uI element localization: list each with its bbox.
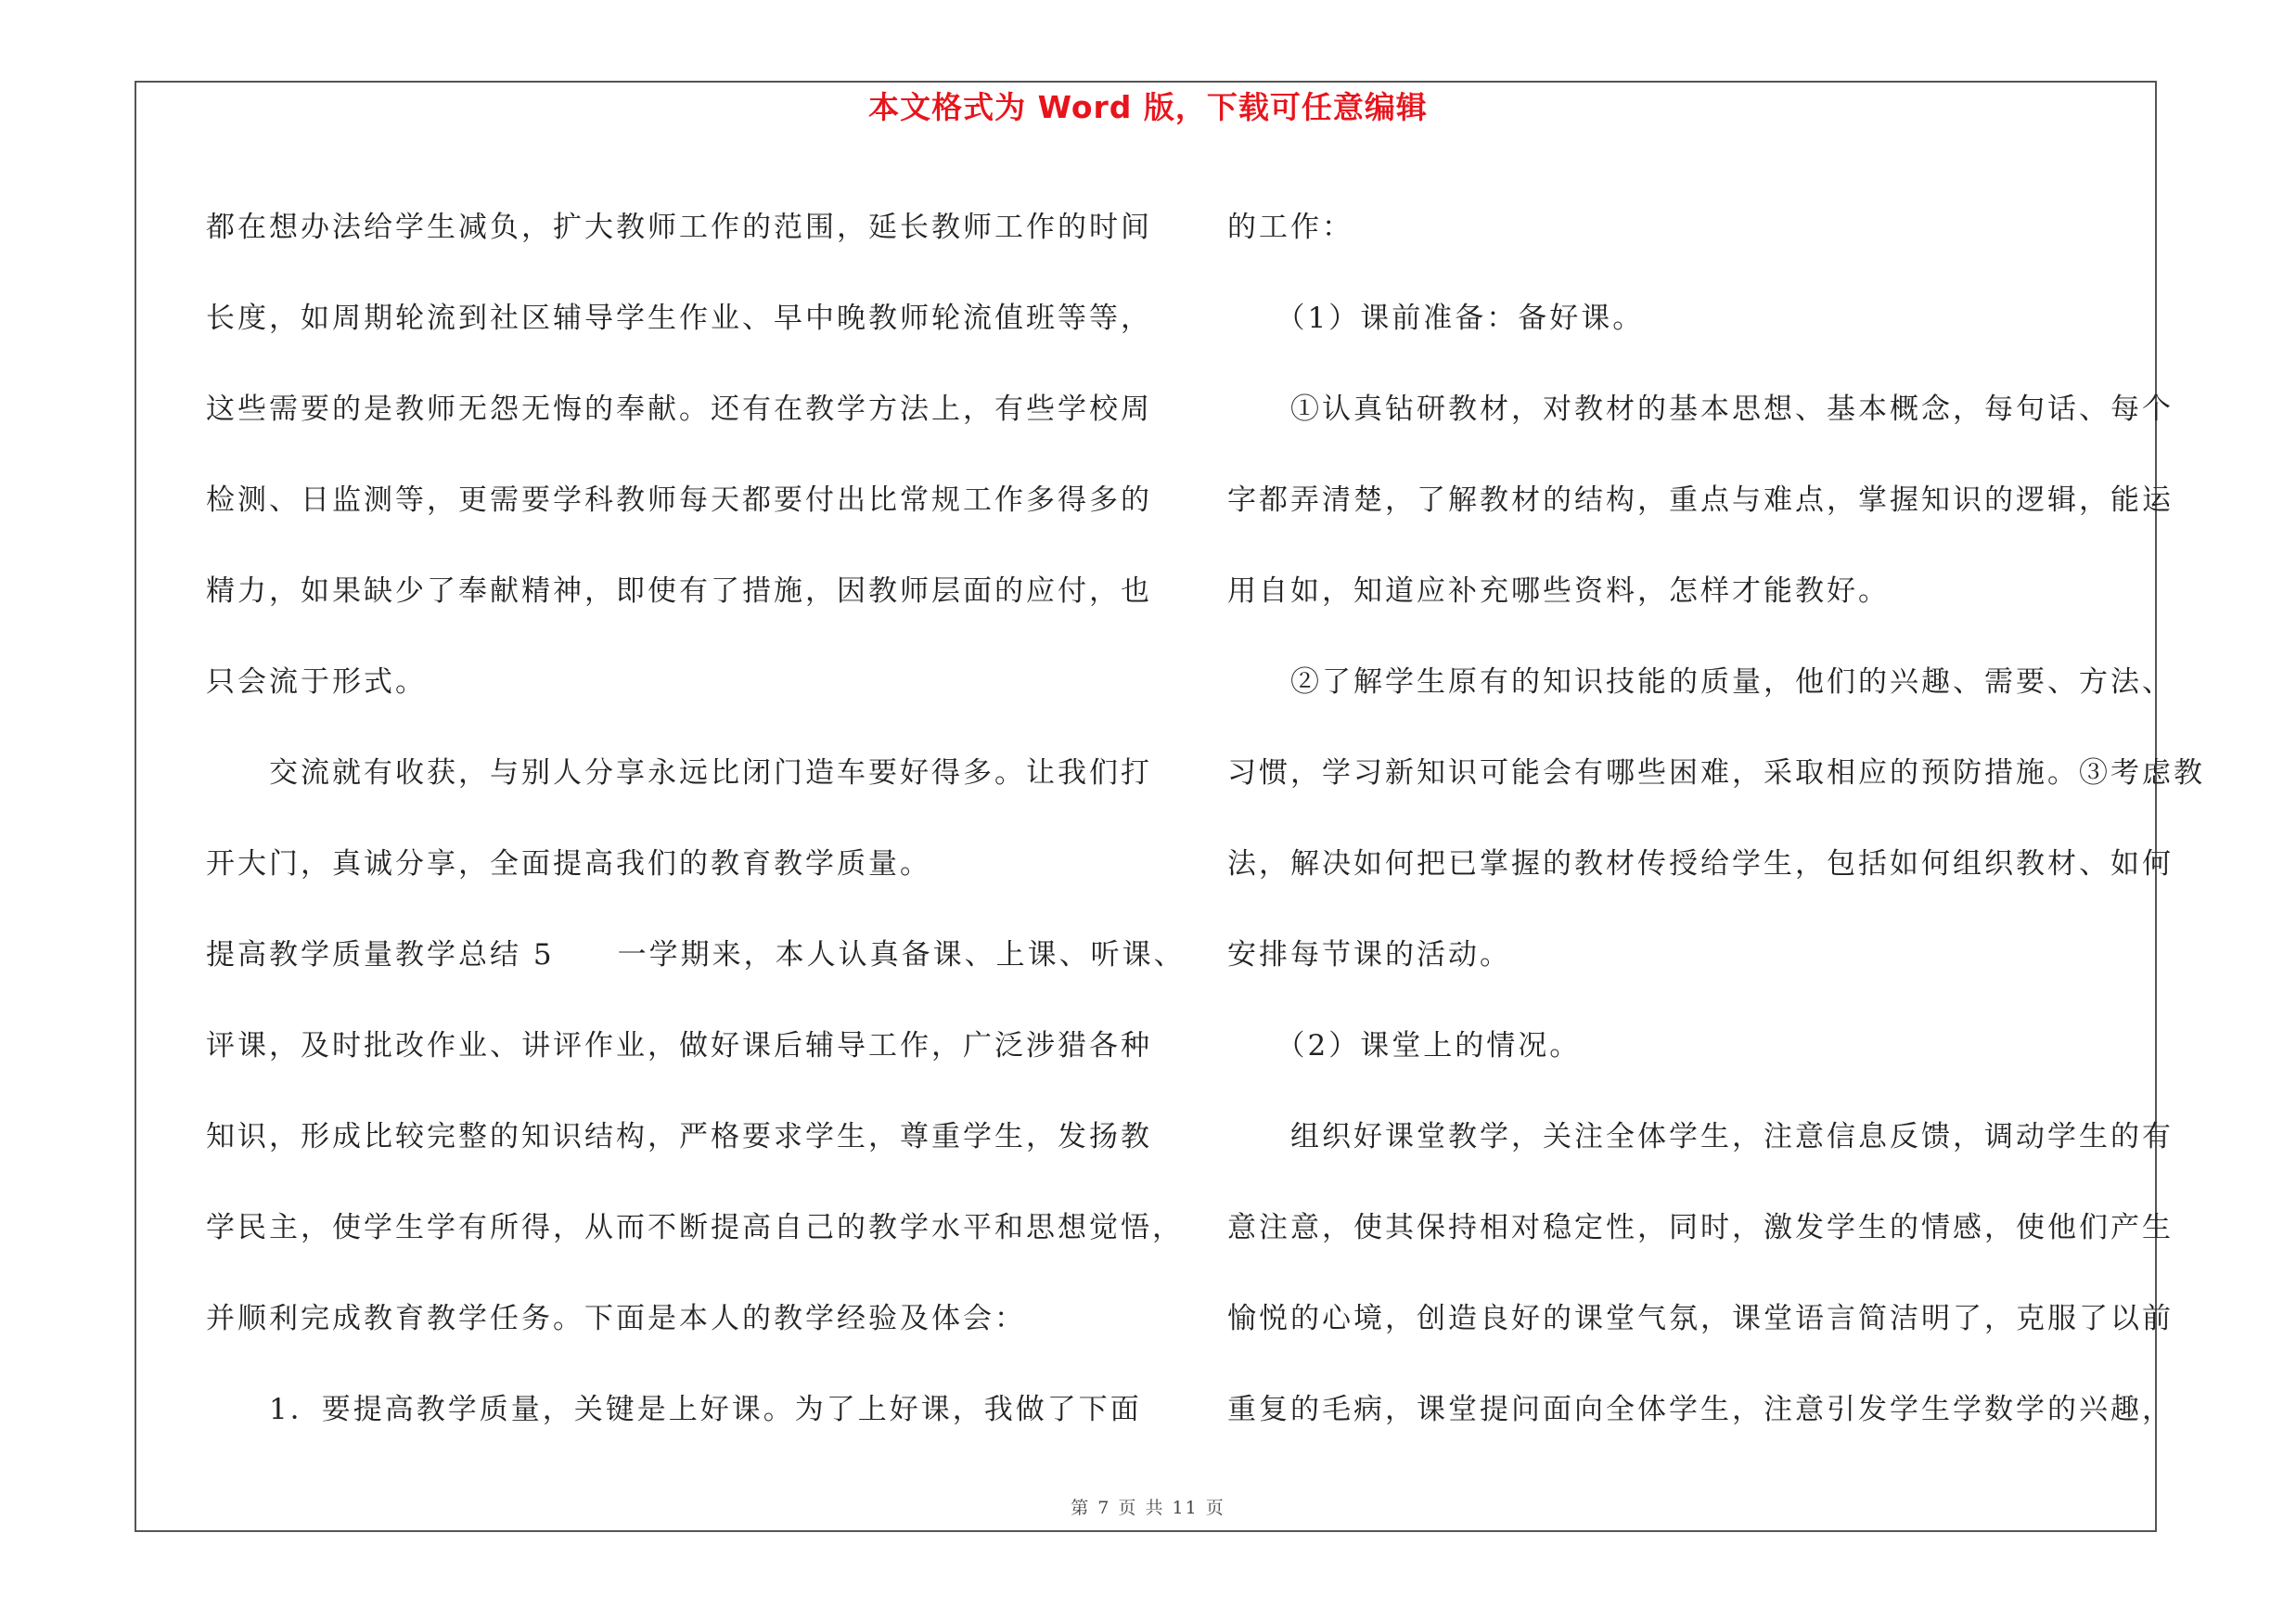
text-line: 的工作： — [1227, 211, 1353, 244]
text-line: 字都弄清楚，了解教材的结构，重点与难点，掌握知识的逻辑，能运 — [1227, 483, 2174, 517]
text-line: 精力，如果缺少了奉献精神，即使有了措施，因教师层面的应付，也 — [206, 574, 1152, 608]
right-text-column — [1227, 182, 2205, 1455]
text-line: 用自如，知道应补充哪些资料，怎样才能教好。 — [1227, 574, 1890, 608]
text-line: 交流就有收获，与别人分享永远比闭门造车要好得多。让我们打 — [206, 756, 1152, 790]
text-line: 都在想办法给学生减负，扩大教师工作的范围，延长教师工作的时间 — [206, 211, 1152, 244]
text-line: 只会流于形式。 — [206, 665, 427, 699]
text-line: （2）课堂上的情况。 — [1227, 1029, 1582, 1063]
text-line: 意注意，使其保持相对稳定性，同时，激发学生的情感，使他们产生 — [1227, 1211, 2174, 1244]
left-text-column — [206, 182, 1186, 1455]
text-line: 法，解决如何把已掌握的教材传授给学生，包括如何组织教材、如何 — [1227, 847, 2174, 881]
text-line: （1）课前准备：备好课。 — [1227, 302, 1645, 335]
text-line: 并顺利完成教育教学任务。下面是本人的教学经验及体会： — [206, 1302, 1026, 1335]
text-line: 评课，及时批改作业、讲评作业，做好课后辅导工作，广泛涉猎各种 — [206, 1029, 1152, 1063]
text-line: ②了解学生原有的知识技能的质量，他们的兴趣、需要、方法、 — [1227, 665, 2174, 699]
text-line: 组织好课堂教学，关注全体学生，注意信息反馈，调动学生的有 — [1227, 1120, 2174, 1153]
text-line: 开大门，真诚分享，全面提高我们的教育教学质量。 — [206, 847, 931, 881]
text-line: 安排每节课的活动。 — [1227, 938, 1511, 972]
text-line: 重复的毛病，课堂提问面向全体学生，注意引发学生学数学的兴趣， — [1227, 1393, 2174, 1426]
section-heading-line: 提高教学质量教学总结 5 一学期来，本人认真备课、上课、听课、 — [206, 938, 1186, 972]
text-line: 长度，如周期轮流到社区辅导学生作业、早中晚教师轮流值班等等， — [206, 302, 1152, 335]
text-line: ①认真钻研教材，对教材的基本思想、基本概念，每句话、每个 — [1227, 393, 2174, 426]
text-line: 愉悦的心境，创造良好的课堂气氛，课堂语言简洁明了，克服了以前 — [1227, 1302, 2174, 1335]
word-format-banner: 本文格式为 Word 版，下载可任意编辑 — [868, 89, 1428, 125]
text-line: 检测、日监测等，更需要学科教师每天都要付出比常规工作多得多的 — [206, 483, 1152, 517]
text-line: 这些需要的是教师无怨无悔的奉献。还有在教学方法上，有些学校周 — [206, 393, 1152, 426]
page-number-footer: 第 7 页 共 11 页 — [1071, 1498, 1225, 1518]
text-line: 1．要提高教学质量，关键是上好课。为了上好课，我做了下面 — [206, 1393, 1142, 1426]
text-line: 习惯，学习新知识可能会有哪些困难，采取相应的预防措施。③考虑教 — [1227, 756, 2205, 790]
text-line: 学民主，使学生学有所得，从而不断提高自己的教学水平和思想觉悟， — [206, 1211, 1184, 1244]
text-line: 知识，形成比较完整的知识结构，严格要求学生，尊重学生，发扬教 — [206, 1120, 1152, 1153]
